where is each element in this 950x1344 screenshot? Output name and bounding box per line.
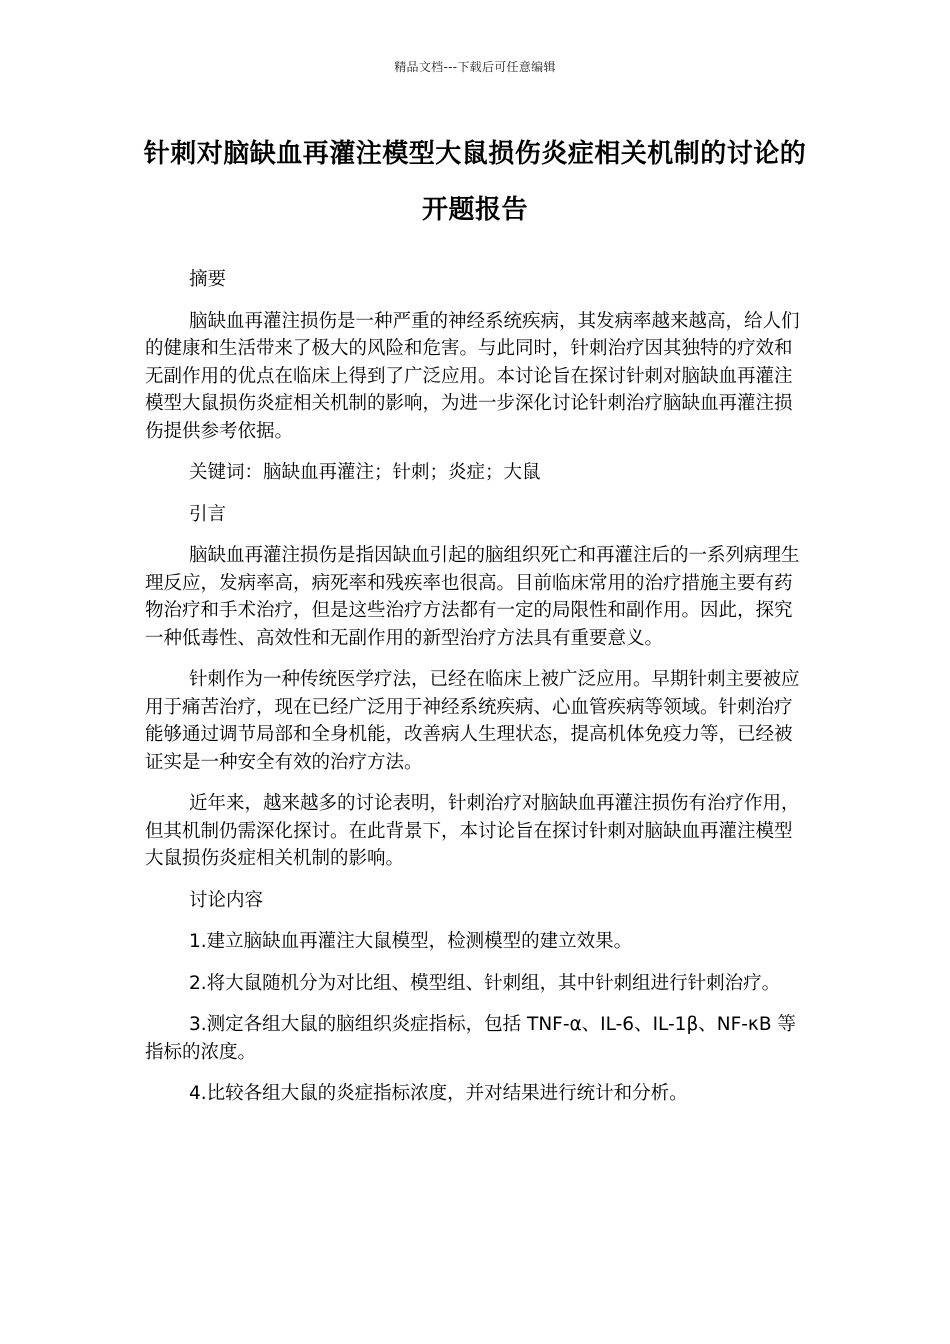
document-title: 针刺对脑缺血再灌注模型大鼠损伤炎症相关机制的讨论的开题报告 [143, 139, 807, 225]
intro-heading: 引言 [189, 503, 227, 525]
content-item-3: 3.测定各组大鼠的脑组织炎症指标，包括 TNF-α、IL-6、IL-1β、NF-κB 等指标的浓度。 [145, 1014, 796, 1063]
abstract-heading: 摘要 [189, 269, 227, 290]
intro-paragraph-1: 脑缺血再灌注损伤是指因缺血引起的脑组织死亡和再灌注后的一系列病理生理反应，发病率高，病死率和残疾率也很高。目前临床常用的治疗措施主要有药物治疗和手术治疗，但是这些治疗方法都有一定的局限性和副作用。因此，探究一种低毒性、高效性和无副作用的新型治疗方法具有重要意义。 [145, 545, 800, 649]
content-item-1: 1.建立脑缺血再灌注大鼠模型，检测模型的建立效果。 [189, 931, 633, 952]
content-heading: 讨论内容 [189, 889, 264, 911]
document-body [145, 266, 800, 1122]
header-note: 精品文档---下载后可任意编辑 [394, 60, 556, 74]
intro-paragraph-2: 针刺作为一种传统医学疗法，已经在临床上被广泛应用。早期针刺主要被应用于痛苦治疗，现在已经广泛用于神经系统疾病、心血管疾病等领域。针刺治疗能够通过调节局部和全身机能，改善病人生理状态，提高机体免疫力等，已经被证实是一种安全有效的治疗方法。 [145, 669, 800, 773]
keywords-line: 关键词：脑缺血再灌注；针刺；炎症；大鼠 [189, 462, 541, 483]
abstract-paragraph: 脑缺血再灌注损伤是一种严重的神经系统疾病，其发病率越来越高，给人们的健康和生活带来了极大的风险和危害。与此同时，针刺治疗因其独特的疗效和无副作用的优点在临床上得到了广泛应用。本讨论旨在探讨针刺对脑缺血再灌注模型大鼠损伤炎症相关机制的影响，为进一步深化讨论针刺治疗脑缺血再灌注损伤提供参考依据。 [145, 310, 800, 442]
intro-paragraph-3: 近年来，越来越多的讨论表明，针刺治疗对脑缺血再灌注损伤有治疗作用，但其机制仍需深化探讨。在此背景下，本讨论旨在探讨针刺对脑缺血再灌注模型大鼠损伤炎症相关机制的影响。 [145, 793, 800, 869]
content-item-2: 2.将大鼠随机分为对比组、模型组、针刺组，其中针刺组进行针刺治疗。 [189, 972, 781, 994]
content-item-4: 4.比较各组大鼠的炎症指标浓度，并对结果进行统计和分析。 [189, 1083, 688, 1104]
